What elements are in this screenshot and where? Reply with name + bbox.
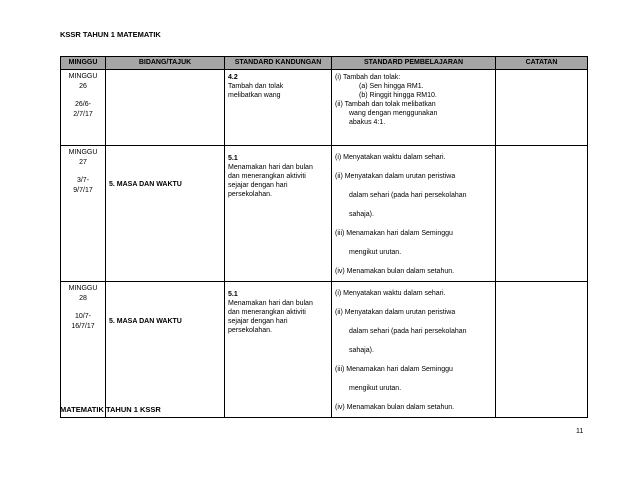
table-row <box>61 70 588 146</box>
col-header-minggu: MINGGU <box>61 57 106 70</box>
date-end: 9/7/17 <box>73 187 93 194</box>
standard-number: 4.2 <box>228 74 238 81</box>
week-label: MINGGU <box>68 149 98 156</box>
col-header-catatan: CATATAN <box>496 57 588 70</box>
remarks-cell <box>496 146 588 282</box>
remarks-cell <box>496 282 588 418</box>
learning-line: (ii) Tambah dan tolak melibatkan <box>335 101 436 108</box>
topic-cell: 5. MASA DAN WAKTU <box>106 146 225 282</box>
col-header-kandungan: STANDARD KANDUNGAN <box>225 57 332 70</box>
date-start: 26/6- <box>75 101 91 108</box>
learning-line: abakus 4:1. <box>349 119 386 126</box>
standard-number: 5.1 <box>228 155 238 162</box>
standard-content-cell <box>225 70 332 146</box>
learning-line: (b) Ringgit hingga RM10. <box>359 92 437 99</box>
week-cell <box>61 70 106 146</box>
learning-line: (i) Tambah dan tolak: <box>335 74 401 81</box>
date-end: 16/7/17 <box>71 323 95 330</box>
learning-line: (a) Sen hingga RM1. <box>359 83 424 90</box>
learning-standard-cell <box>332 146 496 282</box>
learning-standard-cell <box>332 70 496 146</box>
page-header: KSSR TAHUN 1 MATEMATIK <box>60 30 161 39</box>
learning-line: (iv) Menamakan bulan dalam setahun. <box>335 268 455 275</box>
learning-line: (iii) Menamakan hari dalam Seminggu <box>335 366 453 373</box>
learning-line: (iii) Menamakan hari dalam Seminggu <box>335 230 453 237</box>
week-cell <box>61 146 106 282</box>
standard-text: Menamakan hari dan bulan dan menerangkan aktiviti sejajar dengan hari persekolahan. <box>228 300 313 334</box>
learning-line: (i) Menyatakan waktu dalam sehari. <box>335 290 446 297</box>
learning-line: dalam sehari (pada hari persekolahan <box>349 328 467 335</box>
learning-line: (ii) Menyatakan dalam urutan peristiwa <box>335 309 456 316</box>
week-number: 27 <box>79 159 87 166</box>
standard-text: Tambah dan tolak melibatkan wang <box>228 83 284 99</box>
learning-line: (i) Menyatakan waktu dalam sehari. <box>335 154 446 161</box>
date-start: 3/7- <box>76 177 90 184</box>
date-start: 10/7- <box>75 313 91 320</box>
topic-cell <box>106 70 225 146</box>
standard-content-cell <box>225 282 332 418</box>
remarks-cell <box>496 70 588 146</box>
table-header-row <box>61 57 588 70</box>
learning-line: (ii) Menyatakan dalam urutan peristiwa <box>335 173 456 180</box>
standard-content-cell <box>225 146 332 282</box>
learning-line: mengikut urutan. <box>349 249 402 256</box>
week-label: MINGGU <box>68 73 98 80</box>
learning-line: sahaja). <box>349 347 374 354</box>
table-row <box>61 146 588 282</box>
learning-line: dalam sehari (pada hari persekolahan <box>349 192 467 199</box>
learning-standard-cell <box>332 282 496 418</box>
lesson-table <box>60 56 588 418</box>
page-number: 11 <box>576 428 584 435</box>
week-cell <box>61 282 106 418</box>
table-row <box>61 282 588 418</box>
page-footer: MATEMATIK TAHUN 1 KSSR <box>60 405 161 414</box>
standard-text: Menamakan hari dan bulan dan menerangkan aktiviti sejajar dengan hari persekolahan. <box>228 164 313 198</box>
learning-line: wang dengan menggunakan <box>349 110 438 117</box>
learning-line: (iv) Menamakan bulan dalam setahun. <box>335 404 455 411</box>
standard-number: 5.1 <box>228 291 238 298</box>
col-header-pembelajaran: STANDARD PEMBELAJARAN <box>332 57 496 70</box>
col-header-bidang: BIDANG/TAJUK <box>106 57 225 70</box>
learning-line: mengikut urutan. <box>349 385 402 392</box>
date-end: 2/7/17 <box>73 111 93 118</box>
week-number: 26 <box>79 83 87 90</box>
week-number: 28 <box>79 295 87 302</box>
week-label: MINGGU <box>68 285 98 292</box>
topic-cell: 5. MASA DAN WAKTU <box>106 282 225 418</box>
learning-line: sahaja). <box>349 211 374 218</box>
